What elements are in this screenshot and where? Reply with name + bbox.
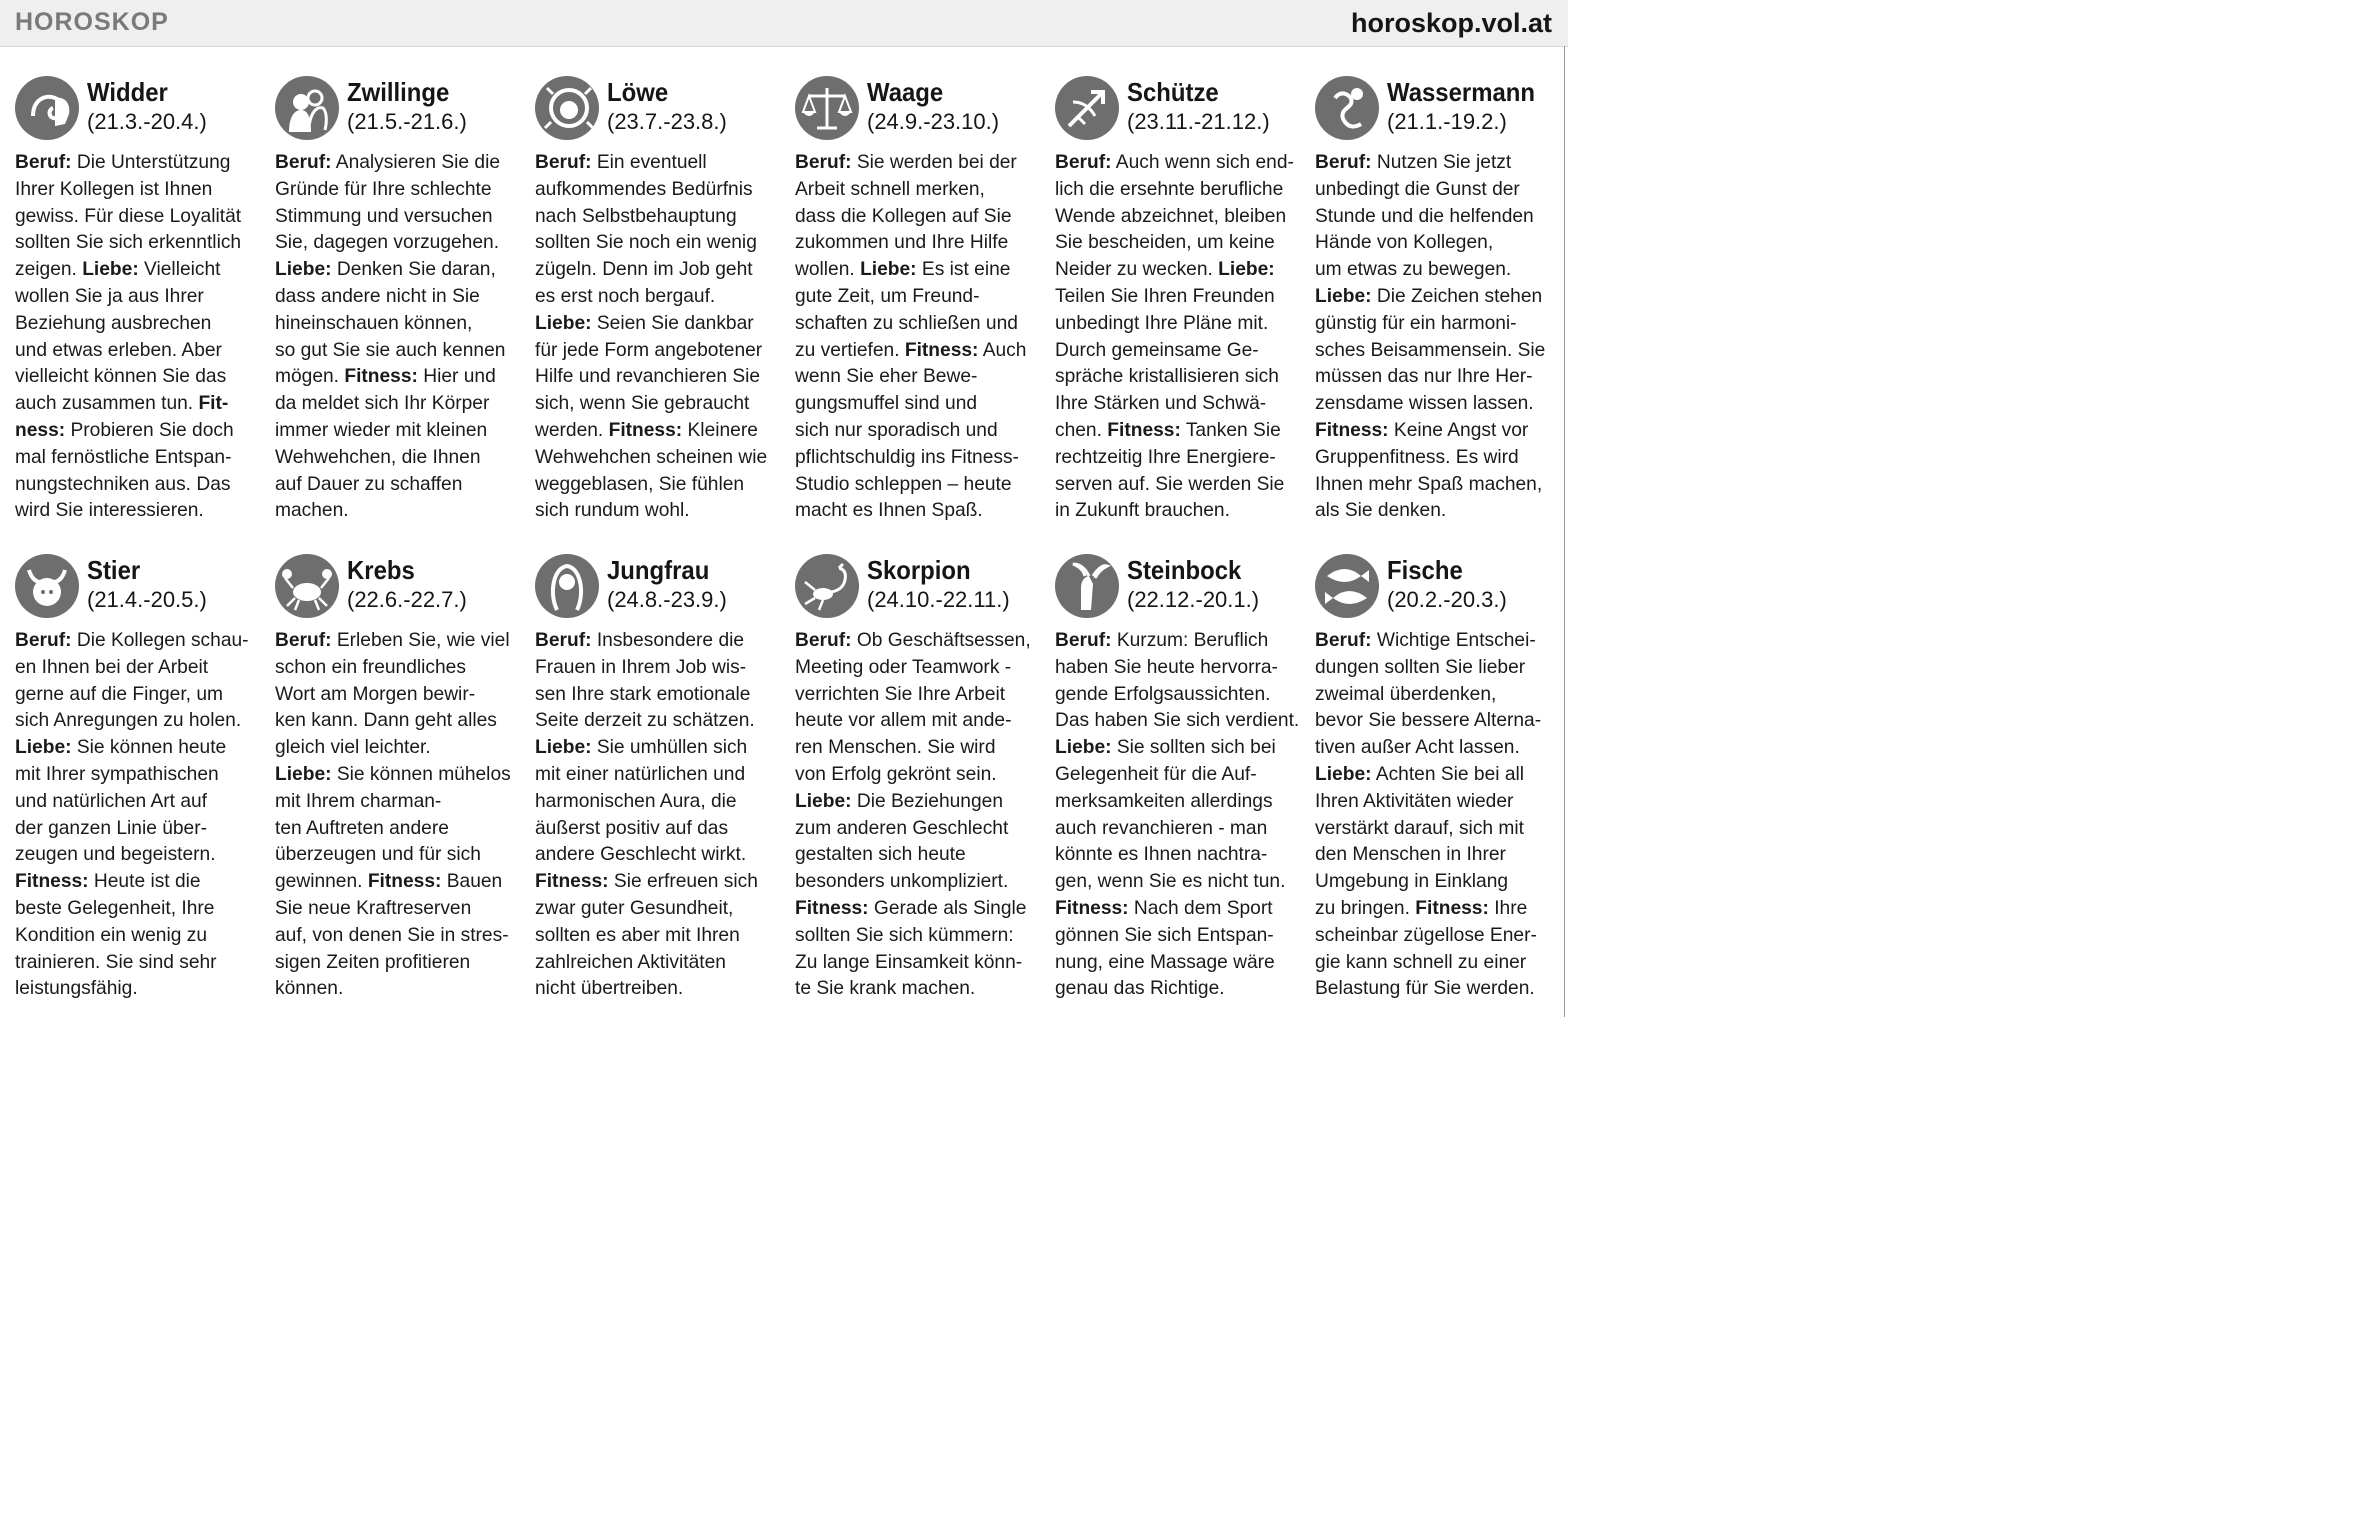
sign-name: Schütze xyxy=(1127,77,1219,107)
text-line: bevor Sie bessere Alterna- xyxy=(1315,710,1542,732)
text-line: von Erfolg gekrönt sein. xyxy=(795,763,997,785)
text-line: dungen sollten Sie lieber xyxy=(1315,656,1526,678)
text-line: zukommen und Ihre Hilfe xyxy=(795,232,1009,254)
text-line: Arbeit schnell merken, xyxy=(795,178,985,200)
sign-text xyxy=(795,628,1045,1003)
text-line: Zu lange Einsamkeit könn- xyxy=(795,951,1023,973)
text-line: Umgebung in Einklang xyxy=(1315,871,1509,893)
text-line: nach Selbstbehauptung xyxy=(535,205,737,227)
capricorn-ibex-icon xyxy=(1055,554,1119,618)
sign-dates: (23.7.-23.8.) xyxy=(607,109,727,134)
text-line: Sie neue Kraftreserven xyxy=(275,897,472,919)
text-line: zahlreichen Aktivitäten xyxy=(535,951,726,973)
text-line: für jede Form angebotener xyxy=(535,339,763,361)
category-label: Fitness: xyxy=(1055,897,1129,919)
category-label: Beruf: xyxy=(795,152,852,173)
text-line: serven auf. Sie werden Sie xyxy=(1055,473,1285,495)
text-line: Beruf: Kurzum: Beruflich xyxy=(1055,630,1269,651)
text-line: Fitness: Heute ist die xyxy=(15,871,201,893)
sign-text xyxy=(795,150,1045,525)
text-line: Liebe: Seien Sie dankbar xyxy=(535,312,754,334)
sign-name: Krebs xyxy=(347,555,415,585)
text-line: harmonischen Aura, die xyxy=(535,790,737,812)
sign-header xyxy=(1055,552,1305,624)
sign-name: Steinbock xyxy=(1127,555,1242,585)
text-line: Wehwehchen scheinen wie xyxy=(535,446,768,468)
category-label: Liebe: xyxy=(15,737,72,759)
text-line: Das haben Sie sich verdient. xyxy=(1055,710,1300,732)
text-line: in Zukunft brauchen. xyxy=(1055,500,1230,522)
text-line: Wehwehchen, die Ihnen xyxy=(275,446,481,468)
text-line: Kondition ein wenig zu xyxy=(15,924,208,946)
text-line: zweimal überdenken, xyxy=(1315,683,1497,705)
text-line: gie kann schnell zu einer xyxy=(1315,951,1527,973)
category-label: Beruf: xyxy=(535,630,592,651)
sign-name: Fische xyxy=(1387,555,1463,585)
text-line: zu bringen. Fitness: Ihre xyxy=(1315,897,1528,919)
text-line: gende Erfolgsaussichten. xyxy=(1055,683,1271,705)
text-line: so gut Sie sie auch kennen xyxy=(275,339,506,361)
text-line: ken kann. Dann geht alles xyxy=(275,710,497,732)
horoscope-loewe xyxy=(535,74,785,544)
text-line: Beruf: Sie werden bei der xyxy=(795,152,1017,173)
text-line: äußerst positiv auf das xyxy=(535,817,729,839)
text-line: es erst noch bergauf. xyxy=(535,285,716,307)
sign-name: Jungfrau xyxy=(607,555,710,585)
text-line: heute vor allem mit ande- xyxy=(795,710,1012,732)
text-line: Wort am Morgen bewir- xyxy=(275,683,476,705)
text-line: gungsmuffel sind und xyxy=(795,393,978,415)
pisces-fish-icon xyxy=(1315,554,1379,618)
virgo-maiden-icon xyxy=(535,554,599,618)
text-line: zu vertiefen. Fitness: Auch xyxy=(795,339,1027,361)
horoscope-wassermann xyxy=(1315,74,1565,544)
gemini-twins-icon xyxy=(275,76,339,140)
text-line: wenn Sie eher Bewe- xyxy=(795,366,978,388)
text-line: Ihrer Kollegen ist Ihnen xyxy=(15,178,213,200)
category-label: Fitness: xyxy=(904,339,979,361)
text-line: Liebe: Sie können heute xyxy=(15,737,227,759)
text-line: genau das Richtige. xyxy=(1055,978,1225,1000)
text-line: Durch gemeinsame Ge- xyxy=(1055,339,1259,361)
site-url[interactable]: horoskop.vol.at xyxy=(1350,8,1552,38)
sagittarius-archer-icon xyxy=(1055,76,1119,140)
sign-text xyxy=(535,628,785,1003)
text-line: Frauen in Ihrem Job wis- xyxy=(535,656,747,678)
text-line: gleich viel leichter. xyxy=(275,737,431,759)
text-line: wollen. Liebe: Es ist eine xyxy=(795,259,1011,281)
text-line: Liebe: Sie sollten sich bei xyxy=(1055,737,1276,759)
sign-header xyxy=(795,552,1045,624)
text-line: Stimmung und versuchen xyxy=(275,205,493,227)
text-line: Liebe: Die Zeichen stehen xyxy=(1315,285,1543,307)
text-line: sich Anregungen zu holen. xyxy=(15,710,242,732)
text-line: gestalten sich heute xyxy=(795,844,966,866)
horoscope-waage xyxy=(795,74,1045,544)
text-line: sollten Sie noch ein wenig xyxy=(535,232,757,254)
text-line: nungstechniken aus. Das xyxy=(15,473,231,495)
text-line: Fitness: Nach dem Sport xyxy=(1055,897,1273,919)
category-label: Liebe: xyxy=(860,259,917,281)
text-line: en Ihnen bei der Arbeit xyxy=(15,656,209,678)
leo-lion-icon xyxy=(535,76,599,140)
text-line: ten Auftreten andere xyxy=(275,817,449,839)
sign-header xyxy=(1315,74,1565,146)
text-line: Wende abzeichnet, bleiben xyxy=(1055,205,1287,227)
text-line: Sie, dagegen vorzugehen. xyxy=(275,232,500,254)
text-line: Beruf: Insbesondere die xyxy=(535,630,745,651)
sign-text xyxy=(15,628,265,1003)
text-line: mit einer natürlichen und xyxy=(535,763,746,785)
text-line: nicht übertreiben. xyxy=(535,978,684,1000)
horoscope-fische xyxy=(1315,552,1565,1022)
text-line: als Sie denken. xyxy=(1315,500,1447,522)
text-line: rechtzeitig Ihre Energiere- xyxy=(1055,446,1276,468)
category-label: Liebe: xyxy=(1315,285,1372,307)
text-line: auch revanchieren - man xyxy=(1055,817,1268,839)
text-line: Beruf: Die Kollegen schau- xyxy=(15,630,249,651)
category-label: Fitness: xyxy=(1315,419,1389,441)
sign-header xyxy=(535,552,785,624)
text-line: sollten es aber mit Ihren xyxy=(535,924,740,946)
cancer-crab-icon xyxy=(275,554,339,618)
text-line: müssen das nur Ihre Her- xyxy=(1315,366,1533,388)
category-label: Fitness: xyxy=(15,871,89,893)
text-line: Beziehung ausbrechen xyxy=(15,312,212,334)
text-line: gen, wenn Sie es nicht tun. xyxy=(1055,871,1286,893)
text-line: vielleicht können Sie das xyxy=(15,366,227,388)
scorpio-scorpion-icon xyxy=(795,554,859,618)
text-line: te Sie krank machen. xyxy=(795,978,976,1000)
text-line: mit Ihrer sympathischen xyxy=(15,763,219,785)
text-line: sollten Sie sich kümmern: xyxy=(795,924,1014,946)
text-line: Liebe: Denken Sie daran, xyxy=(275,259,496,281)
sign-header xyxy=(535,74,785,146)
page-header xyxy=(0,0,1568,47)
sign-dates: (22.6.-22.7.) xyxy=(347,587,467,612)
category-label: Beruf: xyxy=(1315,152,1372,173)
horoscope-widder xyxy=(15,74,265,544)
text-line: Beruf: Auch wenn sich end- xyxy=(1055,152,1294,173)
category-label: Liebe: xyxy=(795,790,852,812)
category-label: Beruf: xyxy=(795,630,852,651)
sign-name: Stier xyxy=(87,555,141,585)
aquarius-water-bearer-icon xyxy=(1315,76,1379,140)
text-line: Liebe: Achten Sie bei all xyxy=(1315,763,1525,785)
text-line: mit Ihrem charman- xyxy=(275,790,442,812)
text-line: den Menschen in Ihrer xyxy=(1315,844,1506,866)
category-label: Beruf: xyxy=(15,630,72,651)
text-line: Hilfe und revanchieren Sie xyxy=(535,366,761,388)
sign-text xyxy=(275,150,525,525)
horoscope-steinbock xyxy=(1055,552,1305,1022)
text-line: mal fernöstliche Entspan- xyxy=(15,446,232,468)
text-line: gerne auf die Finger, um xyxy=(15,683,223,705)
text-line: können. xyxy=(275,978,344,1000)
text-line: merksamkeiten allerdings xyxy=(1055,790,1273,812)
text-line: sigen Zeiten profitieren xyxy=(275,951,471,973)
text-line: Ihren Aktivitäten wieder xyxy=(1315,790,1514,812)
text-line: Stunde und die helfenden xyxy=(1315,205,1534,227)
sign-name: Zwillinge xyxy=(347,77,450,107)
text-line: gewinnen. Fitness: Bauen xyxy=(275,871,503,893)
category-label: Beruf: xyxy=(1055,152,1112,173)
text-line: günstig für ein harmoni- xyxy=(1315,312,1517,334)
sign-header xyxy=(1315,552,1565,624)
category-label: Liebe: xyxy=(82,259,139,281)
text-line: um etwas zu bewegen. xyxy=(1315,259,1512,281)
text-line: verrichten Sie Ihre Arbeit xyxy=(795,683,1006,705)
text-line: ness: Probieren Sie doch xyxy=(15,419,234,441)
category-label: Beruf: xyxy=(275,152,332,173)
text-line: wollen Sie ja aus Ihrer xyxy=(15,285,204,307)
text-line: Beruf: Die Unterstützung xyxy=(15,152,231,173)
text-line: aufkommendes Bedürfnis xyxy=(535,178,753,200)
text-line: werden. Fitness: Kleinere xyxy=(535,419,758,441)
category-label: Liebe: xyxy=(1315,763,1372,785)
section-title: HOROSKOP xyxy=(15,8,169,36)
text-line: zensdame wissen lassen. xyxy=(1315,393,1534,415)
text-line: spräche kristallisieren sich xyxy=(1055,366,1279,388)
text-line: beste Gelegenheit, Ihre xyxy=(15,897,215,919)
sign-dates: (24.9.-23.10.) xyxy=(867,109,1000,134)
text-line: zeugen und begeistern. xyxy=(15,844,216,866)
category-label: Liebe: xyxy=(275,763,332,785)
text-line: andere Geschlecht wirkt. xyxy=(535,844,747,866)
horoscope-schuetze xyxy=(1055,74,1305,544)
text-line: gönnen Sie sich Entspan- xyxy=(1055,924,1274,946)
sign-name: Widder xyxy=(87,77,168,107)
sign-text xyxy=(1315,628,1565,1003)
sign-dates: (21.3.-20.4.) xyxy=(87,109,207,134)
text-line: Beruf: Wichtige Entschei- xyxy=(1315,630,1536,651)
category-label: Fitness: xyxy=(367,871,442,893)
text-line: Liebe: Sie umhüllen sich xyxy=(535,737,748,759)
sign-text xyxy=(15,150,265,525)
text-line: auf, von denen Sie in stres- xyxy=(275,924,509,946)
sign-name: Skorpion xyxy=(867,555,971,585)
sign-header xyxy=(15,74,265,146)
sign-dates: (24.10.-22.11.) xyxy=(867,587,1010,612)
sign-dates: (21.5.-21.6.) xyxy=(347,109,467,134)
category-label: Fitness: xyxy=(535,871,609,893)
text-line: zum anderen Geschlecht xyxy=(795,817,1009,839)
text-line: Belastung für Sie werden. xyxy=(1315,978,1535,1000)
sign-text xyxy=(1055,150,1305,525)
text-line: Beruf: Ob Geschäftsessen, xyxy=(795,630,1031,651)
text-line: sollten Sie sich erkenntlich xyxy=(15,232,242,254)
text-line: Liebe: Sie können mühelos xyxy=(275,763,511,785)
text-line: lich die ersehnte berufliche xyxy=(1055,178,1284,200)
text-line: dass die Kollegen auf Sie xyxy=(795,205,1012,227)
sign-header xyxy=(15,552,265,624)
category-label: Fitness: xyxy=(608,419,683,441)
text-line: immer wieder mit kleinen xyxy=(275,419,488,441)
text-line: Fitness: Sie erfreuen sich xyxy=(535,871,758,893)
text-line: gewiss. Für diese Loyalität xyxy=(15,205,242,227)
text-line: hineinschauen können, xyxy=(275,312,473,334)
text-line: könnte es Ihnen nachtra- xyxy=(1055,844,1268,866)
category-label: Beruf: xyxy=(1315,630,1372,651)
category-label: Beruf: xyxy=(15,152,72,173)
sign-header xyxy=(275,552,525,624)
text-line: dass andere nicht in Sie xyxy=(275,285,480,307)
category-label: Fitness: xyxy=(344,366,418,388)
taurus-bull-icon xyxy=(15,554,79,618)
text-line: Gründe für Ihre schlechte xyxy=(275,178,492,200)
sign-dates: (23.11.-21.12.) xyxy=(1127,109,1270,134)
horoscope-skorpion xyxy=(795,552,1045,1022)
libra-scales-icon xyxy=(795,76,859,140)
text-line: verstärkt darauf, sich mit xyxy=(1315,817,1524,839)
text-line: Fitness: Keine Angst vor xyxy=(1315,419,1529,441)
text-line: schon ein freundliches xyxy=(275,656,466,678)
text-line: und natürlichen Art auf xyxy=(15,790,208,812)
sign-dates: (20.2.-20.3.) xyxy=(1387,587,1507,612)
horoscope-krebs xyxy=(275,552,525,1022)
text-line: Ihnen mehr Spaß machen, xyxy=(1315,473,1543,495)
sign-name: Waage xyxy=(867,77,944,107)
text-line: ren Menschen. Sie wird xyxy=(795,737,996,759)
text-line: schaften zu schließen und xyxy=(795,312,1018,334)
text-line: auf Dauer zu schaffen xyxy=(275,473,463,495)
text-line: Teilen Sie Ihren Freunden xyxy=(1055,285,1275,307)
category-label: Fitness: xyxy=(1107,419,1181,441)
category-label: ness: xyxy=(15,419,66,441)
text-line: pflichtschuldig ins Fitness- xyxy=(795,446,1019,468)
text-line: mögen. Fitness: Hier und xyxy=(275,366,496,388)
text-line: Meeting oder Teamwork - xyxy=(795,656,1012,678)
horoscope-stier xyxy=(15,552,265,1022)
category-label: Liebe: xyxy=(1218,259,1275,281)
sign-header xyxy=(795,74,1045,146)
text-line: sen Ihre stark emotionale xyxy=(535,683,751,705)
text-line: leistungsfähig. xyxy=(15,978,138,1000)
text-line: sich, wenn Sie gebraucht xyxy=(535,393,750,415)
text-line: Liebe: Die Beziehungen xyxy=(795,790,1003,812)
text-line: haben Sie heute hervorra- xyxy=(1055,656,1278,678)
text-line: und etwas erleben. Aber xyxy=(15,339,222,361)
horoscope-zwillinge xyxy=(275,74,525,544)
horoscope-jungfrau xyxy=(535,552,785,1022)
text-line: auch zusammen tun. Fit- xyxy=(15,393,229,415)
text-line: Fitness: Gerade als Single xyxy=(795,897,1027,919)
text-line: Beruf: Nutzen Sie jetzt xyxy=(1315,152,1512,173)
text-line: machen. xyxy=(275,500,349,522)
category-label: Fitness: xyxy=(795,897,869,919)
category-label: Liebe: xyxy=(1055,737,1112,759)
text-line: Gruppenfitness. Es wird xyxy=(1315,446,1519,468)
text-line: scheinbar zügellose Ener- xyxy=(1315,924,1537,946)
text-line: trainieren. Sie sind sehr xyxy=(15,951,217,973)
sign-dates: (22.12.-20.1.) xyxy=(1127,587,1260,612)
text-line: zwar guter Gesundheit, xyxy=(535,897,734,919)
sign-dates: (24.8.-23.9.) xyxy=(607,587,727,612)
sign-text xyxy=(1315,150,1565,525)
category-label: Liebe: xyxy=(535,312,592,334)
sign-header xyxy=(275,74,525,146)
text-line: wird Sie interessieren. xyxy=(15,500,204,522)
text-line: Ihre Stärken und Schwä- xyxy=(1055,393,1267,415)
text-line: sich rundum wohl. xyxy=(535,500,690,522)
text-line: unbedingt Ihre Pläne mit. xyxy=(1055,312,1269,334)
category-label: Fit- xyxy=(198,393,229,415)
text-line: Studio schleppen – heute xyxy=(795,473,1012,495)
text-line: Sie bescheiden, um keine xyxy=(1055,232,1275,254)
text-line: Beruf: Ein eventuell xyxy=(535,152,707,173)
text-line: weggeblasen, Sie fühlen xyxy=(535,473,745,495)
text-line: sches Beisammensein. Sie xyxy=(1315,339,1546,361)
text-line: da meldet sich Ihr Körper xyxy=(275,393,490,415)
category-label: Beruf: xyxy=(1055,630,1112,651)
text-line: chen. Fitness: Tanken Sie xyxy=(1055,419,1281,441)
category-label: Liebe: xyxy=(275,259,332,281)
sign-text xyxy=(1055,628,1305,1003)
text-line: zeigen. Liebe: Vielleicht xyxy=(15,259,221,281)
text-line: Neider zu wecken. Liebe: xyxy=(1055,259,1275,281)
text-line: überzeugen und für sich xyxy=(275,844,481,866)
sign-dates: (21.4.-20.5.) xyxy=(87,587,207,612)
category-label: Fitness: xyxy=(1415,897,1489,919)
text-line: gute Zeit, um Freund- xyxy=(795,285,980,307)
text-line: nung, eine Massage wäre xyxy=(1055,951,1275,973)
aries-ram-icon xyxy=(15,76,79,140)
text-line: sich nur sporadisch und xyxy=(795,419,998,441)
sign-name: Löwe xyxy=(607,77,669,107)
text-line: Hände von Kollegen, xyxy=(1315,232,1494,254)
text-line: unbedingt die Gunst der xyxy=(1315,178,1520,200)
sign-dates: (21.1.-19.2.) xyxy=(1387,109,1507,134)
sign-name: Wassermann xyxy=(1387,77,1536,107)
text-line: tiven außer Acht lassen. xyxy=(1315,737,1520,759)
category-label: Beruf: xyxy=(535,152,592,173)
text-line: zügeln. Denn im Job geht xyxy=(535,259,753,281)
text-line: besonders unkompliziert. xyxy=(795,871,1009,893)
text-line: der ganzen Linie über- xyxy=(15,817,208,839)
sign-text xyxy=(275,628,525,1003)
text-line: Seite derzeit zu schätzen. xyxy=(535,710,755,732)
sign-text xyxy=(535,150,785,525)
text-line: Beruf: Analysieren Sie die xyxy=(275,152,501,173)
text-line: macht es Ihnen Spaß. xyxy=(795,500,983,522)
text-line: Beruf: Erleben Sie, wie viel xyxy=(275,630,510,651)
sign-header xyxy=(1055,74,1305,146)
text-line: Gelegenheit für die Auf- xyxy=(1055,763,1257,785)
category-label: Liebe: xyxy=(535,737,592,759)
category-label: Beruf: xyxy=(275,630,332,651)
